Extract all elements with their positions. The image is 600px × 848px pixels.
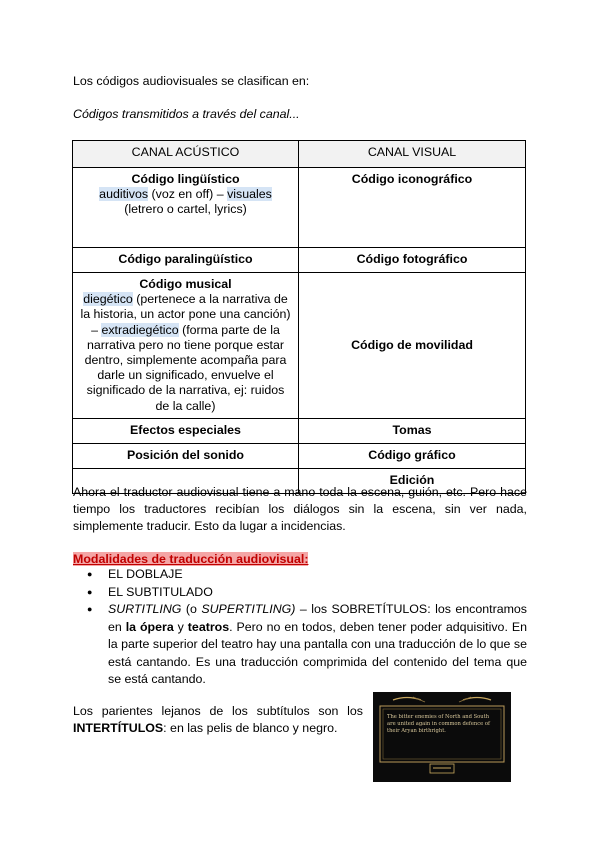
cell-linguistic <box>73 168 299 248</box>
intertitle-image <box>373 692 511 782</box>
cell-text: (pertenece a la narrativa de la historia, un actor pone una canción) – <box>80 292 291 337</box>
cell-photographic: Código fotográfico <box>299 248 526 273</box>
term-bold: INTERTÍTULOS <box>73 721 164 735</box>
highlight-term: extradiegético <box>101 322 179 337</box>
modalidades-list <box>73 566 527 689</box>
code-title: Código lingüístico <box>131 172 240 186</box>
highlight-term: visuales <box>227 187 272 202</box>
cell-text: (voz en off) – <box>148 187 228 202</box>
cell-special-effects: Efectos especiales <box>73 418 299 443</box>
intertitle-text: The bitter enemies of North and South are united again in common defence of their Aryan birthright. <box>387 714 490 734</box>
list-item <box>73 601 527 689</box>
term-bold: la ópera <box>125 619 174 634</box>
codes-table <box>72 140 526 494</box>
cell-editing: Edición <box>299 468 526 493</box>
table-row <box>73 273 526 419</box>
intro-text: Los códigos audiovisuales se clasifican en: <box>73 74 310 88</box>
paragraph-translator: Ahora el traductor audiovisual tiene a mano toda la escena, guión, etc. Pero hace tiempo los traductores recibían los diálogos sin la escena, sin ver nada, simplemente traducir. Esto da lugar a incidencias. <box>73 485 527 533</box>
cell-text: (forma parte de la narrativa pero no tiene porque estar dentro, simplemente acompaña para darle un significado, envuelve el significado de la narrativa, ej: ruidos de la calle) <box>84 322 287 413</box>
cell-mobility: Código de movilidad <box>299 273 526 419</box>
modalidades-heading: Modalidades de traducción audiovisual: <box>73 552 309 566</box>
list-text: y <box>173 619 188 634</box>
list-item: ● EL SUBTITULADO <box>73 584 527 602</box>
header-visual: CANAL VISUAL <box>299 141 526 168</box>
term-bold: teatros <box>187 619 230 634</box>
cell-musical <box>73 273 299 419</box>
list-item: ● EL DOBLAJE <box>73 566 527 584</box>
table-row <box>73 418 526 443</box>
intertitulos-paragraph <box>73 703 363 737</box>
cell-iconographic: Código iconográfico <box>299 168 526 248</box>
cell-paralinguistic: Código paralingüístico <box>73 248 299 273</box>
cell-shots: Tomas <box>299 418 526 443</box>
list-text: . Pero no en todos, deben tener poder adquisitivo. En la parte superior del teatro hay una pantalla con una traducción de lo que se está cantando. Es una traducción comprimida del contenido del tema que se está cantando. <box>108 619 527 686</box>
cell-sound-position: Posición del sonido <box>73 443 299 468</box>
term-italic: SUPERTITLING) <box>201 602 296 616</box>
cell-text: (letrero o cartel, lyrics) <box>124 202 247 217</box>
cell-graphic: Código gráfico <box>299 443 526 468</box>
table-row <box>73 443 526 468</box>
highlight-term: diegético <box>83 292 133 307</box>
highlight-term: auditivos <box>99 187 149 202</box>
list-text: (o <box>181 602 202 616</box>
par-text: Los parientes lejanos de los subtítulos son los <box>73 704 363 718</box>
table-row <box>73 248 526 273</box>
term-italic: SURTITLING <box>108 602 182 616</box>
table-row <box>73 168 526 248</box>
table-header-row <box>73 141 526 168</box>
channel-subtitle: Códigos transmitidos a través del canal... <box>73 107 300 121</box>
header-acoustic: CANAL ACÚSTICO <box>73 141 299 168</box>
code-title: Código musical <box>139 277 232 291</box>
list-text: – los SOBRETÍTULOS: los encontramos en <box>108 602 527 634</box>
par-text: : en las pelis de blanco y negro. <box>163 721 338 735</box>
intertitle-frame <box>373 692 511 782</box>
